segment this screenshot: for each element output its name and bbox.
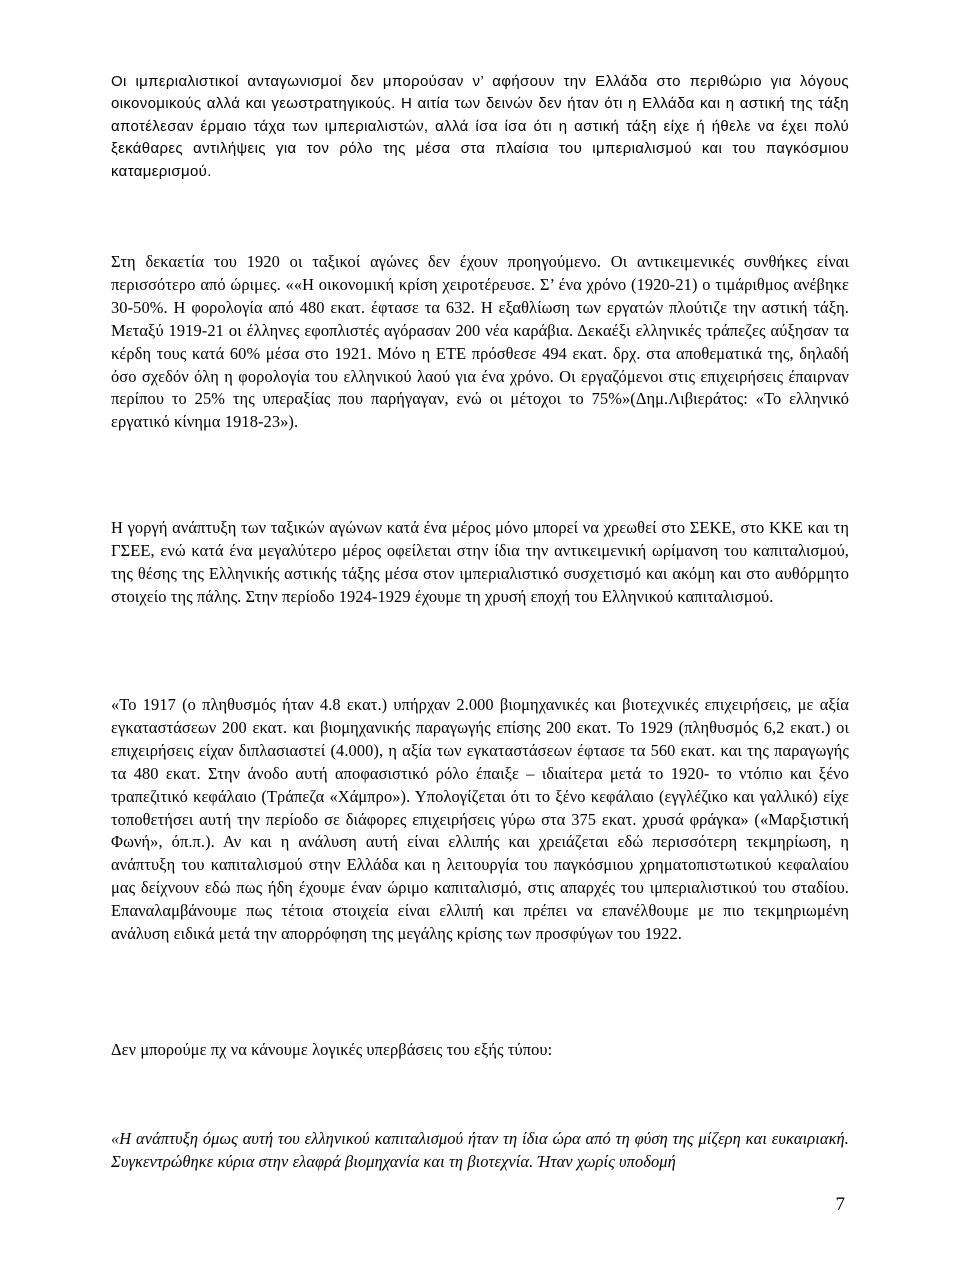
paragraph-logical-leaps-intro: Δεν μπορούμε πχ να κάνουμε λογικές υπερβάσεις του εξής τύπου:	[111, 1040, 553, 1059]
paragraph-italic-quote: «Η ανάπτυξη όμως αυτή του ελληνικού καπιταλισμού ήταν τη ίδια ώρα από τη φύση της μίζερη και ευκαιριακή. Συγκεντρώθηκε κύρια στην ελαφρά βιομηχανία και τη βιοτεχνία. Ήταν χωρίς υποδομή	[111, 1129, 849, 1171]
paragraph-rapid-development: Η γοργή ανάπτυξη των ταξικών αγώνων κατά ένα μέρος μόνο μπορεί να χρεωθεί στο ΣΕΚΕ, στο ΚΚΕ και τη ΓΣΕΕ, ενώ κατά ένα μεγαλύτερο μέρος οφείλεται στην ίδια την αντικειμενική ωρίμανση του καπιταλισμού, της θέσης της Ελληνικής αστικής τάξης μέσα στον ιμπεριαλιστικό συσχετισμό και ακόμη και στο αυθόρμητο στοιχείο της πάλης. Στην περίοδο 1924-1929 έχουμε τη χρυσή εποχή του Ελληνικού καπιταλισμού.	[111, 518, 849, 606]
page-number: 7	[835, 1194, 845, 1215]
paragraph-class-struggles-1920s: Στη δεκαετία του 1920 οι ταξικοί αγώνες δεν έχουν προηγούμενο. Οι αντικειμενικές συνθήκες είναι περισσότερο από ώριμες. ««Η οικονομική κρίση χειροτέρευσε. Σ’ ένα χρόνο (1920-21) ο τιμάριθμος ανέβηκε 30-50%. Η φορολογία από 480 εκατ. έφτασε τα 632. Η εξαθλίωση των εργατών πλούτιζε την αστική τάξη. Μεταξύ 1919-21 οι έλληνες εφοπλιστές αγόρασαν 200 νέα καράβια. Δεκαέξι ελληνικές τράπεζες αύξησαν τα κέρδη τους κατά 60% μέσα στο 1921. Μόνο η ΕΤΕ πρόσθεσε 494 εκατ. δρχ. στα αποθεματικά της, δηλαδή όσο σχεδόν όλη η φορολογία του ελληνικού λαού για ένα χρόνο. Οι εργαζόμενοι στις επιχειρήσεις έπαιρναν περίπου το 25% της υπεραξίας που παρήγαγαν, ενώ οι μέτοχοι το 75%»(Δημ.Λιβιεράτος: «Το ελληνικό εργατικό κίνημα 1918-23»).	[111, 252, 849, 432]
paragraph-imperialist-rivalries: Οι ιμπεριαλιστικοί ανταγωνισμοί δεν μπορούσαν ν’ αφήσουν την Ελλάδα στο περιθώριο για λόγους οικονομικούς αλλά και γεωστρατηγικούς. Η αιτία των δεινών δεν ήταν ότι η Ελλάδα και η αστική της τάξη αποτέλεσαν έρμαιο τάχα των ιμπεριαλιστών, αλλά ίσα ίσα ότι η αστική τάξη είχε ή ήθελε να έχει πολύ ξεκάθαρες αντιλήψεις για τον ρόλο της μέσα στα πλαίσια του ιμπεριαλισμού και του παγκόσμιου καταμερισμού.	[111, 73, 849, 180]
paragraph-industrial-statistics-quote: «Το 1917 (ο πληθυσμός ήταν 4.8 εκατ.) υπήρχαν 2.000 βιομηχανικές και βιοτεχνικές επιχειρήσεις, με αξία εγκαταστάσεων 200 εκατ. και βιομηχανικής παραγωγής επίσης 200 εκατ. Το 1929 (πληθυσμός 6,2 εκατ.) οι επιχειρήσεις είχαν διπλασιαστεί (4.000), η αξία των εγκαταστάσεων έφτασε τα 560 εκατ. και της παραγωγής τα 480 εκατ. Στην άνοδο αυτή αποφασιστικό ρόλο έπαιξε – ιδιαίτερα μετά το 1920- το ντόπιο και ξένο τραπεζιτικό κεφάλαιο (Τράπεζα «Χάμπρο»). Υπολογίζεται ότι το ξένο κεφάλαιο (εγγλέζικο και γαλλικό) είχε τοποθετήσει αυτή την περίοδο σε διάφορες επιχειρήσεις γύρω στα 375 εκατ. χρυσά φράγκα» («Μαρξιστική Φωνή», όπ.π.). Αν και η ανάλυση αυτή είναι ελλιπής και χρειάζεται εδώ περισσότερη τεκμηρίωση, η ανάπτυξη του καπιταλισμού στην Ελλάδα και η λειτουργία του παγκόσμιου χρηματοπιστωτικού κεφαλαίου μας δείχνουν εδώ πως ήδη έχουμε έναν ώριμο καπιταλισμό, στις απαρχές του ιμπεριαλιστικού του σταδίου. Επαναλαμβάνουμε πως τέτοια στοιχεία είναι ελλιπή και πρέπει να επανέλθουμε με πιο τεκμηριωμένη ανάλυση ειδικά μετά την απορρόφηση της μεγάλης κρίσης των προσφύγων του 1922.	[111, 695, 849, 944]
